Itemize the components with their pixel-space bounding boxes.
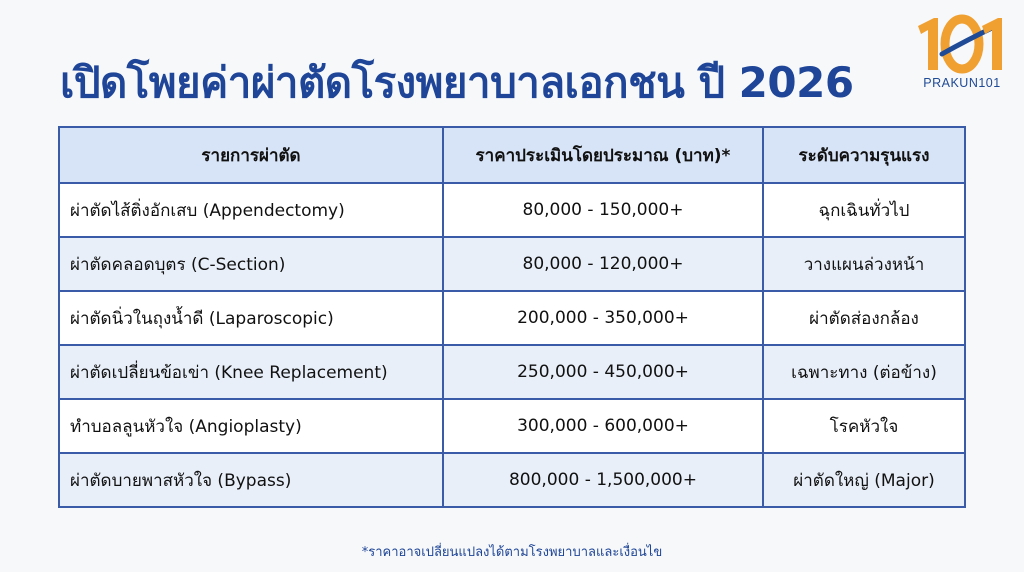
- footnote: *ราคาอาจเปลี่ยนแปลงได้ตามโรงพยาบาลและเงื่อนไข: [361, 545, 663, 560]
- table-row: [59, 345, 965, 399]
- severity-cell: เฉพาะทาง (ต่อข้าง): [763, 345, 965, 399]
- logo-101-mark: [912, 14, 1012, 76]
- severity-cell: วางแผนล่วงหน้า: [763, 237, 965, 291]
- procedure-cell: ผ่าตัดคลอดบุตร (C-Section): [59, 237, 443, 291]
- header-severity: ระดับความรุนแรง: [763, 127, 965, 183]
- table-row: [59, 183, 965, 237]
- severity-cell: ผ่าตัดส่องกล้อง: [763, 291, 965, 345]
- procedure-cell: ผ่าตัดนิ่วในถุงน้ำดี (Laparoscopic): [59, 291, 443, 345]
- price-cell: 250,000 - 450,000+: [443, 345, 763, 399]
- logo-text: PRAKUN101: [923, 76, 1001, 90]
- table-row: [59, 291, 965, 345]
- header-procedure: รายการผ่าตัด: [59, 127, 443, 183]
- procedure-cell: ผ่าตัดเปลี่ยนข้อเข่า (Knee Replacement): [59, 345, 443, 399]
- severity-cell: ฉุกเฉินทั่วไป: [763, 183, 965, 237]
- procedure-cell: ผ่าตัดไส้ติ่งอักเสบ (Appendectomy): [59, 183, 443, 237]
- table-row: [59, 399, 965, 453]
- severity-cell: ผ่าตัดใหญ่ (Major): [763, 453, 965, 507]
- header-price: ราคาประเมินโดยประมาณ (บาท)*: [443, 127, 763, 183]
- price-cell: 800,000 - 1,500,000+: [443, 453, 763, 507]
- surgery-price-table: [58, 126, 966, 508]
- procedure-cell: ผ่าตัดบายพาสหัวใจ (Bypass): [59, 453, 443, 507]
- price-cell: 80,000 - 150,000+: [443, 183, 763, 237]
- price-cell: 200,000 - 350,000+: [443, 291, 763, 345]
- table-header-row: [59, 127, 965, 183]
- table-row: [59, 237, 965, 291]
- page-title: เปิดโพยค่าผ่าตัดโรงพยาบาลเอกชน ปี 2026: [60, 58, 854, 107]
- price-cell: 80,000 - 120,000+: [443, 237, 763, 291]
- prakun101-logo: [912, 14, 1012, 96]
- table-row: [59, 453, 965, 507]
- severity-cell: โรคหัวใจ: [763, 399, 965, 453]
- procedure-cell: ทำบอลลูนหัวใจ (Angioplasty): [59, 399, 443, 453]
- price-cell: 300,000 - 600,000+: [443, 399, 763, 453]
